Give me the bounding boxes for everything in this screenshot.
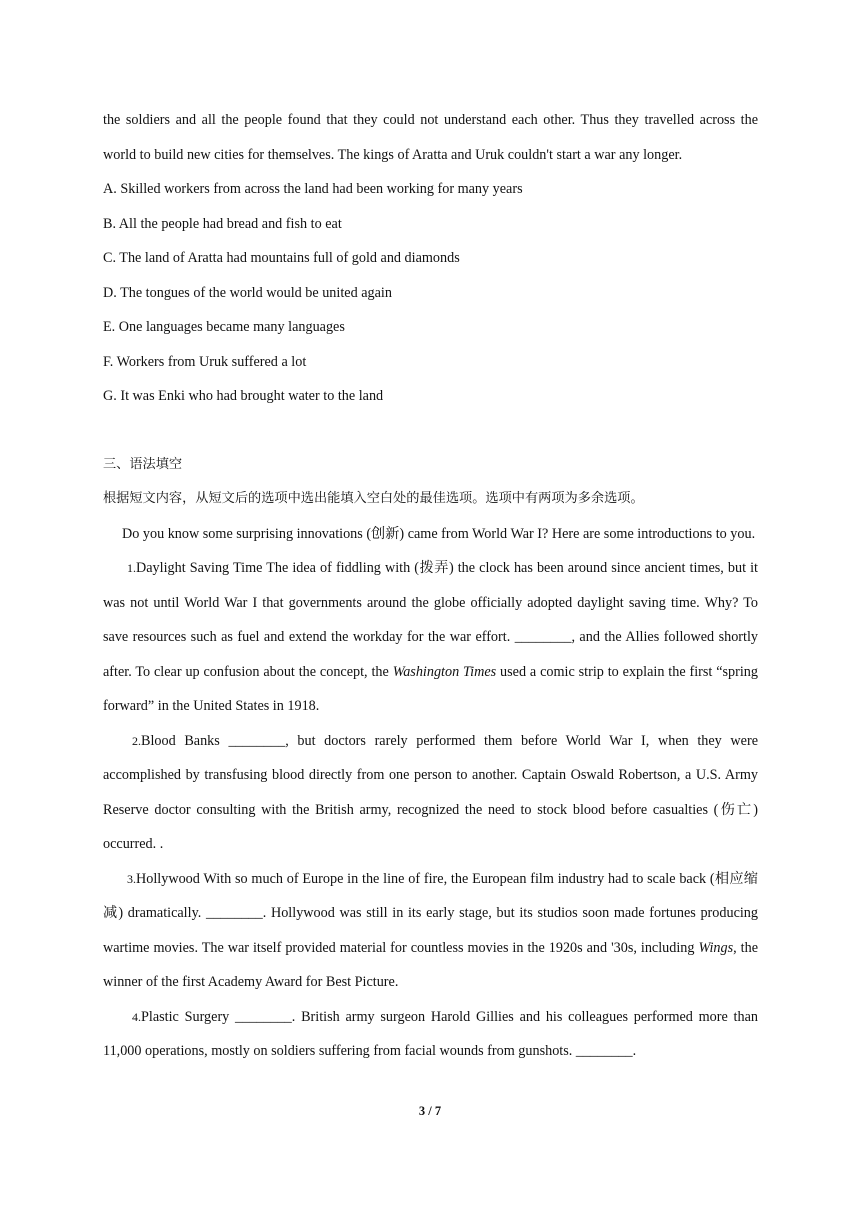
option-d: D. The tongues of the world would be united again — [103, 284, 392, 301]
paragraph-4-text: Plastic Surgery ________. British army surgeon Harold Gillies and his colleagues performed more than 11,000 operations, mostly on soldiers suffering from facial wounds from gunshots. ________. — [103, 1008, 758, 1059]
option-b: B. All the people had bread and fish to eat — [103, 215, 342, 232]
passage-tail: the soldiers and all the people found that they could not understand each other. Thus they travelled across the world to build new cities for themselves. The kings of Aratta and Uruk couldn't start a war any longer. — [103, 112, 758, 163]
paragraph-3 — [103, 862, 758, 1000]
option-c: C. The land of Aratta had mountains full of gold and diamonds — [103, 250, 460, 266]
paragraph-2-number: 2. — [132, 733, 141, 748]
movie-title: Wings — [698, 939, 734, 956]
page-number — [0, 1104, 860, 1119]
option-a: A. Skilled workers from across the land had been working for many years — [103, 181, 523, 197]
paragraph-4-number: 4. — [132, 1009, 141, 1024]
paragraph-2-text: Blood Banks ________, but doctors rarely performed them before World War I, when they were accomplished by transfusing blood directly from one person to another. Captain Oswald Robertson, a U.S. Army Reserve doctor consulting with the British army, recognized the need to stock blood before casualties (伤亡) occurred. . — [103, 732, 758, 852]
paragraph-3-number: 3. — [127, 871, 136, 886]
intro-paragraph: Do you know some surprising innovations (创新) came from World War I? Here are some introductions to you. — [122, 525, 756, 542]
newspaper-title: Washington Times — [392, 663, 497, 680]
paragraph-1-text-b: used a comic strip to explain the first “spring forward” in the United States in 1918. — [103, 663, 758, 714]
total-pages: 7 — [434, 1104, 442, 1118]
paragraph-1 — [103, 551, 758, 724]
page-content — [103, 103, 758, 1069]
page-separator: / — [425, 1104, 435, 1118]
paragraph-4 — [103, 1000, 758, 1069]
section-spacer — [103, 414, 758, 448]
paragraph-1-number: 1. — [127, 561, 136, 575]
paragraph-3-text-a: Hollywood With so much of Europe in the line of fire, the European film industry had to scale back (相应缩减) dramatically. ________. Hollywood was still in its early stage, but its studios soon made fortunes producing wartime movies. The war itself provided material for countless movies in the 1920s and '30s, including — [103, 870, 758, 956]
current-page: 3 — [418, 1104, 426, 1118]
paragraph-3-text-b: , the winner of the first Academy Award for Best Picture. — [103, 939, 758, 990]
section-heading: 三、语法填空 — [103, 456, 183, 472]
section-instruction: 根据短文内容，从短文后的选项中选出能填入空白处的最佳选项。选项中有两项为多余选项。 — [103, 491, 644, 506]
paragraph-1-text-a: Daylight Saving Time The idea of fiddling with (拨弄) the clock has been around since ancient times, but it was not until World War I that governments around the globe officially adopted daylight saving time. Why? To save resources such as fuel and extend the workday for the war effort. ________, and the Allies followed shortly after. To clear up confusion about the concept, the — [103, 560, 758, 680]
option-e: E. One languages became many languages — [103, 319, 345, 335]
option-f: F. Workers from Uruk suffered a lot — [103, 353, 307, 370]
paragraph-2 — [103, 724, 758, 862]
option-g: G. It was Enki who had brought water to the land — [103, 388, 384, 404]
